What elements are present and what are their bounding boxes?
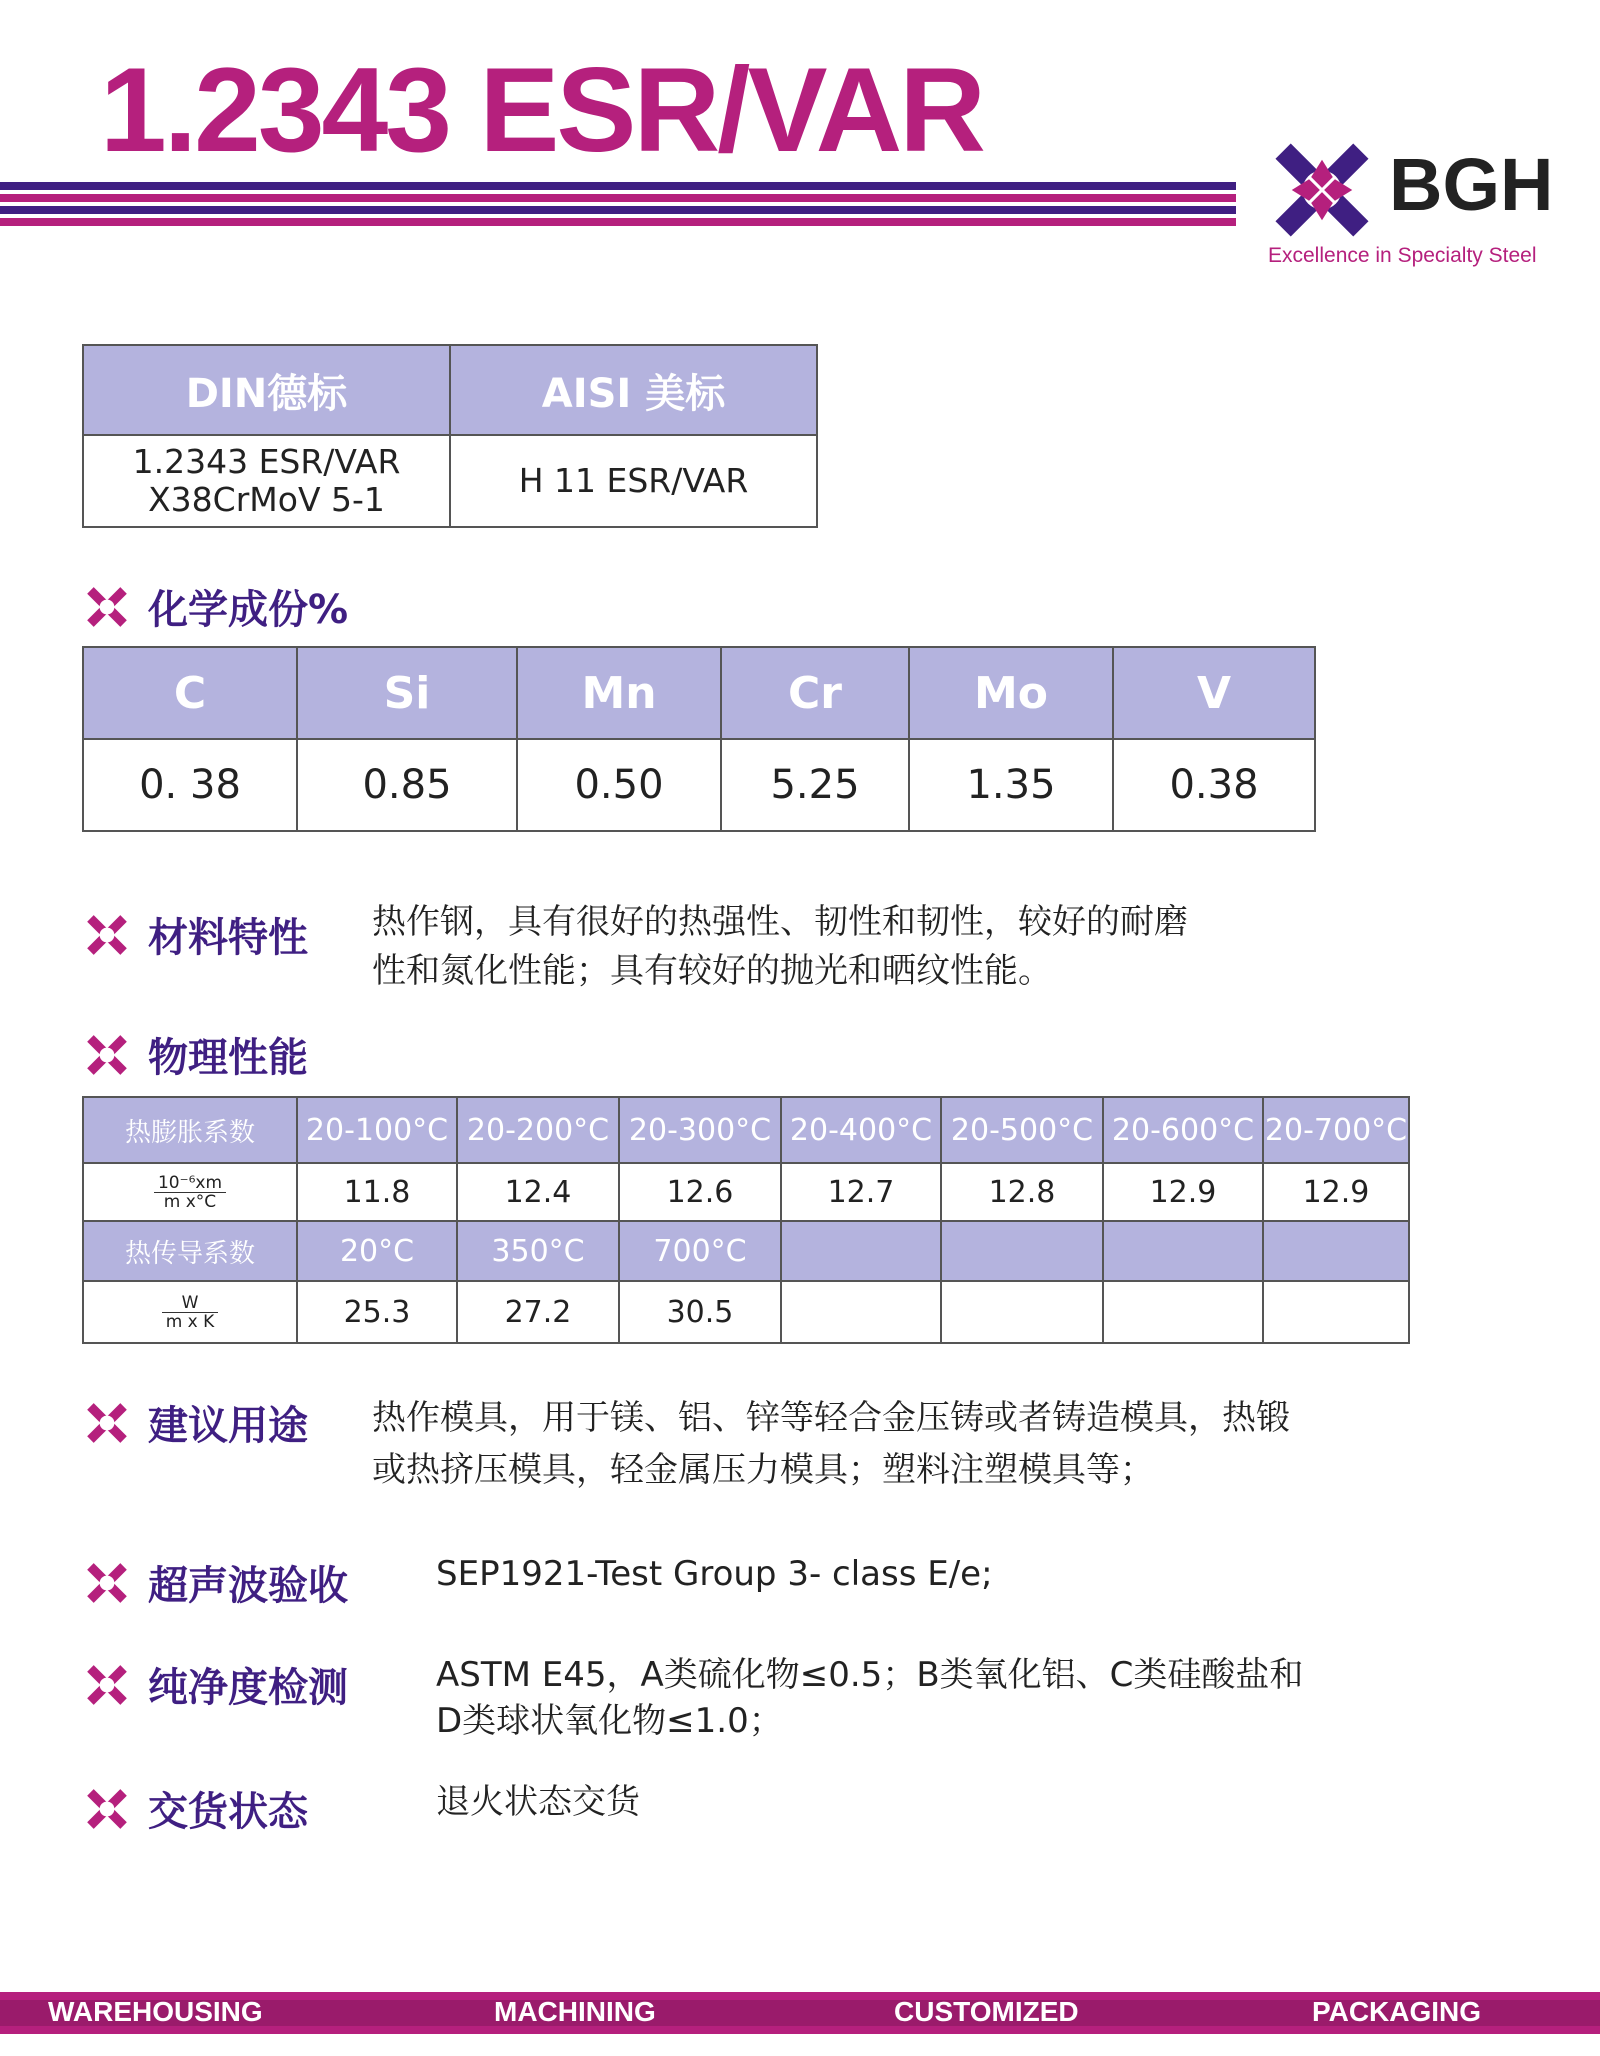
- expansion-value-1: 11.8: [297, 1163, 457, 1221]
- element-cr: Cr: [721, 647, 909, 739]
- physical-table: [82, 1096, 1410, 1344]
- footer-warehousing: WAREHOUSING: [48, 1996, 263, 2027]
- purity-description: [436, 1652, 1303, 1744]
- range-5: 20-500°C: [941, 1097, 1103, 1163]
- conductivity-unit-num: W: [162, 1294, 219, 1313]
- expansion-value-6: 12.9: [1103, 1163, 1263, 1221]
- conductivity-unit: [83, 1281, 297, 1343]
- expansion-value-4: 12.7: [781, 1163, 941, 1221]
- expansion-label: 热膨胀系数: [83, 1097, 297, 1163]
- din-header: DIN德标: [83, 345, 450, 435]
- empty-header-cell: [1103, 1221, 1263, 1281]
- din-designation: X38CrMoV 5-1: [148, 480, 385, 519]
- value-si: 0.85: [297, 739, 517, 831]
- value-mo: 1.35: [909, 739, 1113, 831]
- expansion-value-7: 12.9: [1263, 1163, 1409, 1221]
- ultrasonic-heading-text: 超声波验收: [148, 1563, 348, 1609]
- material-line-2: 性和氮化性能；具有较好的抛光和晒纹性能。: [372, 951, 1052, 991]
- expansion-value-5: 12.8: [941, 1163, 1103, 1221]
- section-bullet-icon: [84, 584, 130, 630]
- aisi-cell: H 11 ESR/VAR: [450, 435, 817, 527]
- expansion-unit-num: 10⁻⁶xm: [154, 1174, 226, 1193]
- range-1: 20-100°C: [297, 1097, 457, 1163]
- range-4: 20-400°C: [781, 1097, 941, 1163]
- usage-heading-text: 建议用途: [148, 1403, 308, 1449]
- bgh-mark-icon: [1268, 136, 1376, 244]
- material-line-1: 热作钢，具有很好的热强性、韧性和韧性，较好的耐磨: [372, 902, 1188, 942]
- delivery-text: 退火状态交货: [436, 1782, 640, 1822]
- section-bullet-icon: [84, 1786, 130, 1832]
- empty-header-cell: [1263, 1221, 1409, 1281]
- range-2: 20-200°C: [457, 1097, 619, 1163]
- section-bullet-icon: [84, 1400, 130, 1446]
- empty-cell: [1103, 1281, 1263, 1343]
- material-description: [372, 898, 1188, 996]
- element-v: V: [1113, 647, 1315, 739]
- expansion-value-2: 12.4: [457, 1163, 619, 1221]
- section-bullet-icon: [84, 912, 130, 958]
- material-heading-text: 材料特性: [148, 915, 308, 961]
- din-grade: 1.2343 ESR/VAR: [132, 442, 401, 481]
- conductivity-value-1: 25.3: [297, 1281, 457, 1343]
- footer-machining: MACHINING: [494, 1996, 656, 2027]
- standards-table: [82, 344, 818, 528]
- expansion-unit: [83, 1163, 297, 1221]
- element-si: Si: [297, 647, 517, 739]
- temp-2: 350°C: [457, 1221, 619, 1281]
- conductivity-unit-den: m x K: [165, 1311, 215, 1332]
- section-bullet-icon: [84, 1662, 130, 1708]
- usage-heading: [84, 1394, 308, 1451]
- delivery-heading-text: 交货状态: [148, 1789, 308, 1835]
- value-mn: 0.50: [517, 739, 721, 831]
- physical-heading-text: 物理性能: [148, 1035, 308, 1081]
- element-mo: Mo: [909, 647, 1113, 739]
- material-heading: [84, 906, 308, 963]
- header-stripes: [0, 182, 1236, 226]
- footer-packaging: PACKAGING: [1312, 1996, 1482, 2027]
- logo-wordmark: BGH: [1389, 143, 1554, 226]
- element-c: C: [83, 647, 297, 739]
- brand-logo: [1262, 132, 1552, 282]
- value-c: 0. 38: [83, 739, 297, 831]
- footer-customized: CUSTOMIZED: [894, 1996, 1079, 2027]
- purity-heading-text: 纯净度检测: [148, 1665, 348, 1711]
- temp-3: 700°C: [619, 1221, 781, 1281]
- empty-header-cell: [781, 1221, 941, 1281]
- range-6: 20-600°C: [1103, 1097, 1263, 1163]
- conductivity-value-3: 30.5: [619, 1281, 781, 1343]
- element-mn: Mn: [517, 647, 721, 739]
- chemistry-heading-text: 化学成份%: [148, 587, 349, 633]
- range-7: 20-700°C: [1263, 1097, 1409, 1163]
- section-bullet-icon: [84, 1032, 130, 1078]
- page-title: 1.2343 ESR/VAR: [100, 43, 983, 177]
- expansion-value-3: 12.6: [619, 1163, 781, 1221]
- purity-line-1: ASTM E45，A类硫化物≤0.5；B类氧化铝、C类硅酸盐和: [436, 1655, 1304, 1695]
- temp-1: 20°C: [297, 1221, 457, 1281]
- empty-header-cell: [941, 1221, 1103, 1281]
- conductivity-label: 热传导系数: [83, 1221, 297, 1281]
- value-cr: 5.25: [721, 739, 909, 831]
- physical-heading: [84, 1026, 308, 1083]
- empty-cell: [781, 1281, 941, 1343]
- purity-line-2: D类球状氧化物≤1.0；: [436, 1701, 783, 1741]
- value-v: 0.38: [1113, 739, 1315, 831]
- aisi-header: AISI 美标: [450, 345, 817, 435]
- conductivity-value-2: 27.2: [457, 1281, 619, 1343]
- usage-line-2: 或热挤压模具，轻金属压力模具；塑料注塑模具等；: [372, 1450, 1154, 1490]
- din-cell: [83, 435, 450, 527]
- ultrasonic-text: SEP1921-Test Group 3- class E/e;: [436, 1554, 993, 1594]
- usage-description: [372, 1392, 1290, 1496]
- logo-tagline: Excellence in Specialty Steel: [1268, 244, 1537, 267]
- range-3: 20-300°C: [619, 1097, 781, 1163]
- chemistry-heading: [84, 578, 348, 635]
- expansion-unit-den: m x°C: [163, 1191, 217, 1212]
- footer-bar: [0, 1992, 1600, 2034]
- delivery-heading: [84, 1780, 308, 1837]
- empty-cell: [1263, 1281, 1409, 1343]
- empty-cell: [941, 1281, 1103, 1343]
- purity-heading: [84, 1656, 348, 1713]
- ultrasonic-heading: [84, 1554, 348, 1611]
- chemistry-table: [82, 646, 1316, 832]
- usage-line-1: 热作模具，用于镁、铝、锌等轻合金压铸或者铸造模具，热锻: [372, 1398, 1290, 1438]
- section-bullet-icon: [84, 1560, 130, 1606]
